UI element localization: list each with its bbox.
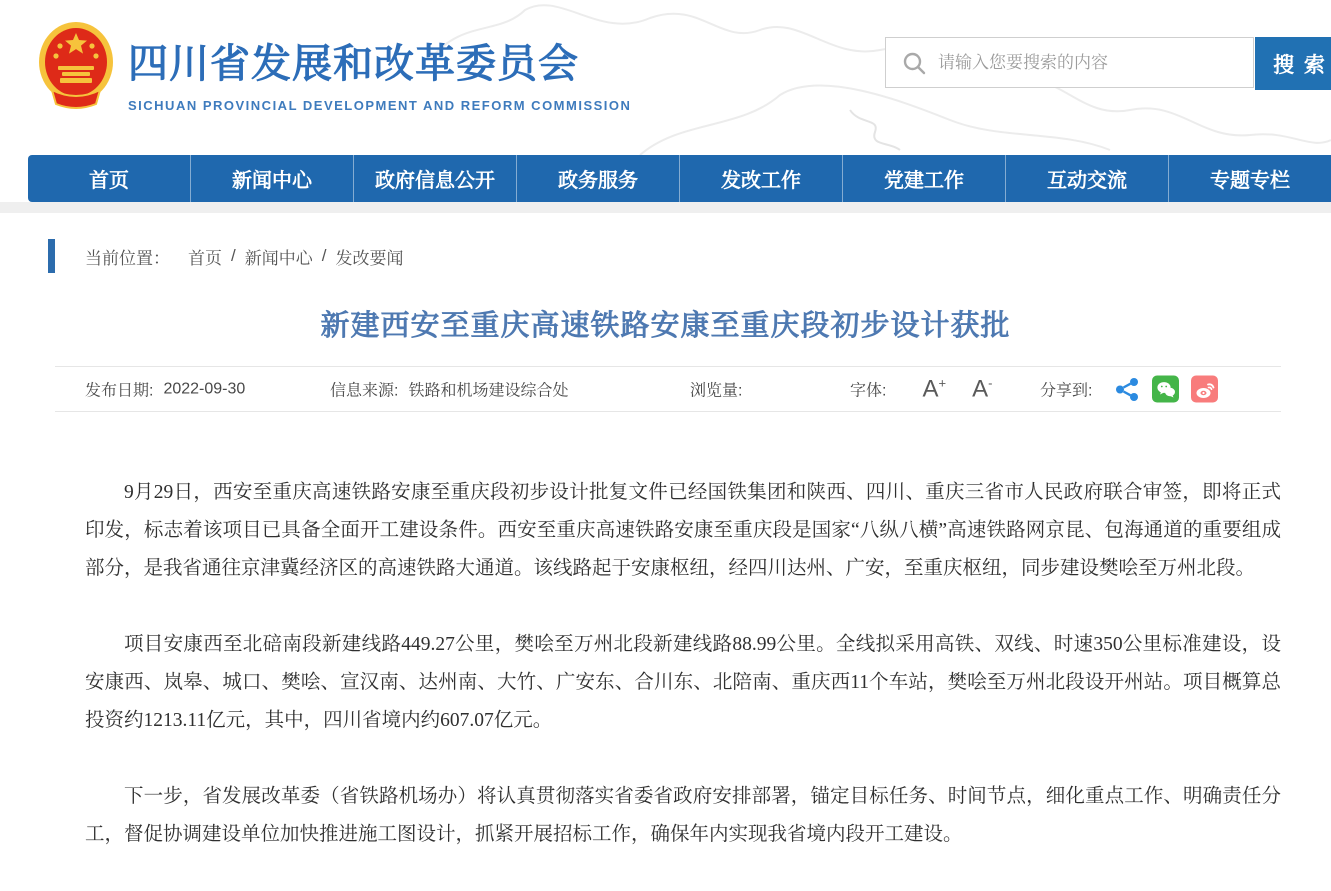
font-decrease-button[interactable]: A- xyxy=(972,375,993,403)
wechat-share-icon[interactable] xyxy=(1152,376,1179,403)
share-label: 分享到: xyxy=(1040,382,1093,400)
breadcrumb-link-news-center[interactable]: 新闻中心 xyxy=(244,248,313,268)
publish-date-label: 发布日期: xyxy=(85,382,154,400)
article-title: 新建西安至重庆高速铁路安康至重庆段初步设计获批 xyxy=(320,310,1011,342)
nav-item-gov-services[interactable]: 政务服务 xyxy=(516,155,679,202)
nav-item-party-building[interactable]: 党建工作 xyxy=(842,155,1005,202)
article-body xyxy=(85,412,1281,854)
info-source xyxy=(330,378,568,401)
nav-item-interaction[interactable]: 互动交流 xyxy=(1005,155,1168,202)
breadcrumb xyxy=(48,239,1331,273)
article-paragraph: 项目安康西至北碚南段新建线路449.27公里，樊哙至万州北段新建线路88.99公里。全线拟采用高铁、双线、时速350公里标准建设，设安康西、岚皋、城口、樊哙、宣汉南、达州南、大竹、广安东、合川东、北陪南、重庆西11个车站，樊哙至万州北段设开州站。项目概算总投资约1213.11亿元，其中，四川省境内约607.07亿元。 xyxy=(85,634,1281,731)
nav-item-ndrc-work[interactable]: 发改工作 xyxy=(679,155,842,202)
font-increase-button[interactable]: A+ xyxy=(922,375,947,403)
breadcrumb-label: 当前位置： xyxy=(85,248,170,268)
breadcrumb-link-home[interactable]: 首页 xyxy=(188,248,222,268)
publish-date-value: 2022-09-30 xyxy=(163,380,246,397)
site-identity xyxy=(128,32,631,113)
breadcrumb-accent-bar xyxy=(48,239,55,273)
nav-item-special-topics[interactable]: 专题专栏 xyxy=(1168,155,1331,202)
font-size-controls xyxy=(850,377,992,402)
share-more-icon[interactable] xyxy=(1114,376,1140,402)
info-source-label: 信息来源: xyxy=(330,382,399,400)
nav-item-news-center[interactable]: 新闻中心 xyxy=(190,155,353,202)
national-emblem-logo[interactable] xyxy=(36,20,116,110)
article-paragraph: 下一步，省发展改革委（省铁路机场办）将认真贯彻落实省委省政府安排部署，锚定目标任务、时间节点，细化重点工作、明确责任分工，督促协调建设单位加快推进施工图设计，抓紧开展招标工作，确保年内实现我省境内段开工建设。 xyxy=(85,786,1281,845)
search-icon xyxy=(902,51,927,81)
view-count-label: 浏览量: xyxy=(690,382,743,400)
search-input[interactable] xyxy=(938,39,1243,86)
search-box xyxy=(885,37,1254,88)
share-controls xyxy=(1040,376,1218,403)
site-header xyxy=(0,0,1331,155)
info-source-value: 铁路和机场建设综合处 xyxy=(408,382,569,400)
nav-item-home[interactable]: 首页 xyxy=(89,170,129,192)
divider-band xyxy=(0,202,1331,213)
nav-item-gov-info[interactable]: 政府信息公开 xyxy=(353,155,516,202)
breadcrumb-separator: / xyxy=(321,246,327,265)
weibo-share-icon[interactable] xyxy=(1191,376,1218,403)
article-meta-bar xyxy=(55,366,1281,412)
article-paragraph: 9月29日，西安至重庆高速铁路安康至重庆段初步设计批复文件已经国铁集团和陕西、四川、重庆三省市人民政府联合审签，即将正式印发，标志着该项目已具备全面开工建设条件。西安至重庆高速铁路安康至重庆段是国家“八纵八横”高速铁路网京昆、包海通道的重要组成部分，是我省通往京津冀经济区的高速铁路大通道。该线路起于安康枢纽，经四川达州、广安，至重庆枢纽，同步建设樊哙至万州北段。 xyxy=(85,482,1281,579)
site-title: 四川省发展和改革委员会 xyxy=(128,42,579,86)
site-subtitle: SICHUAN PROVINCIAL DEVELOPMENT AND REFORM COMMISSION xyxy=(128,98,632,113)
search-button[interactable]: 搜 索 xyxy=(1255,37,1331,90)
view-count xyxy=(690,378,752,401)
font-size-label: 字体: xyxy=(850,382,887,400)
main-nav xyxy=(28,155,1331,202)
publish-date xyxy=(85,378,245,401)
breadcrumb-link-ndrc-news[interactable]: 发改要闻 xyxy=(335,248,404,268)
breadcrumb-separator: / xyxy=(231,246,236,265)
